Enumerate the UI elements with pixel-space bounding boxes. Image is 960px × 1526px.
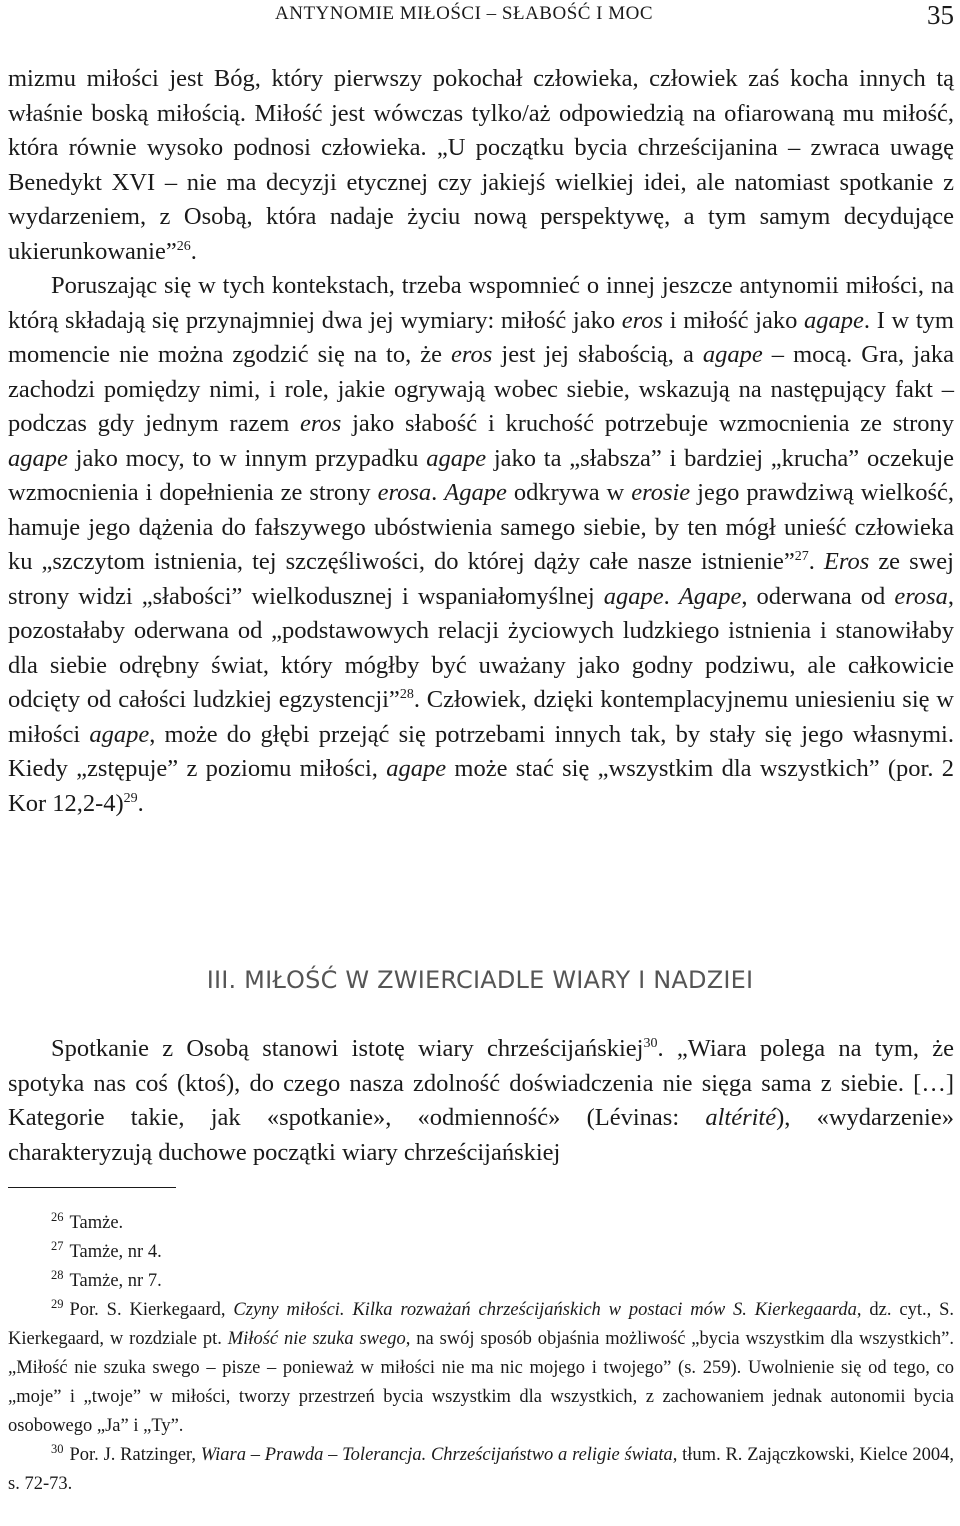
text-run: jako ta „słabsza” i bardziej „krucha” oczekuje wzmocnienia i dopełnienia ze strony bbox=[8, 444, 954, 506]
text-run: odkrywa w bbox=[506, 479, 632, 506]
text-run: , pozostałaby oderwana od „podstawowych relacji życiowych ludzkiego istnienia i stanowiłaby dla siebie odrębny świat, który mógłby być uważany jako godny podziwu, ale całkowicie odcięty od całości ludzkiej egzystencji” bbox=[8, 582, 955, 713]
footnote-text: Por. J. Ratzinger, bbox=[69, 1445, 201, 1465]
footnote-27 bbox=[8, 1238, 954, 1267]
footnote-ref-29: 29 bbox=[123, 790, 138, 806]
footnote-text: Por. S. Kierkegaard, bbox=[69, 1300, 234, 1320]
term-erosa: erosa bbox=[894, 582, 948, 610]
footnote-text: Tamże. bbox=[69, 1213, 124, 1233]
term-eros: Eros bbox=[823, 548, 870, 575]
footnote-28 bbox=[8, 1267, 954, 1296]
footnote-number: 27 bbox=[51, 1239, 64, 1253]
term-agape: agape bbox=[8, 444, 68, 472]
footnote-title: Czyny miłości. Kilka rozważań chrześcijańskich w postaci mów S. Kierkegaarda bbox=[233, 1300, 857, 1320]
term-agape: Agape bbox=[444, 479, 507, 506]
text-run: jest jej słabością, a bbox=[492, 341, 703, 368]
text-run: i miłość jako bbox=[663, 306, 805, 334]
term-agape: agape bbox=[386, 755, 447, 782]
term-erosie: erosie bbox=[631, 479, 691, 506]
term-agape: agape bbox=[89, 720, 150, 748]
term-agape: agape bbox=[426, 444, 487, 472]
text-run: . bbox=[663, 582, 679, 610]
text-run: . bbox=[190, 237, 197, 265]
text-run: . Człowiek, dzięki kontemplacyjnemu uniesieniu się w miłości bbox=[8, 686, 954, 748]
term-agape: agape bbox=[603, 582, 664, 610]
term-eros: eros bbox=[621, 306, 664, 334]
text-run: , oderwana od bbox=[741, 582, 895, 610]
text-run: Poruszając się w tych kontekstach, trzeba wspomnieć o innej jeszcze antynomii miłości, na którą składają się przynajmniej dwa jej wymiary: miłość jako bbox=[8, 272, 954, 334]
footnote-text: , tłum. R. Zajączkowski, Kielce 2004, s. 72-73. bbox=[8, 1445, 954, 1494]
section-heading: III. MIŁOŚĆ W ZWIERCIADLE WIARY I NADZIEI bbox=[206, 966, 754, 994]
footnote-ref-26: 26 bbox=[176, 238, 191, 254]
text-run: ), «wydarzenie» charakteryzują duchowe początki wiary chrześcijańskiej bbox=[8, 1104, 954, 1166]
footnote-number: 30 bbox=[51, 1442, 64, 1456]
footnote-title: Miłość nie szuka swego bbox=[227, 1329, 406, 1349]
text-run: . „Wiara polega na tym, że spotyka nas coś (ktoś), do czego nasza zdolność doświadczenia nie sięga sama z siebie. […] Kategorie takie, jak «spotkanie», «odmienność» (Lévinas: bbox=[8, 1035, 954, 1131]
text-run: mizmu miłości jest Bóg, który pierwszy pokochał człowieka, człowiek zaś kocha innych tą właśnie boską miłością. Miłość jest wówczas tylko/aż odpowiedzią na ofiarowaną mu miłość, która równie wysoko podnosi człowieka. „U początku bycia chrześcijanina – zwraca uwagę Benedykt XVI – nie ma decyzji etycznej czy jakiejś wielkiej idei, ale natomiast spotkanie z wydarzeniem, z Osobą, która nadaje życiu nową perspektywę, a tym samym decydujące ukierunkowanie” bbox=[8, 65, 954, 265]
term-eros: eros bbox=[451, 341, 493, 368]
paragraph-continuation bbox=[8, 62, 954, 269]
footnote-text: Tamże, nr 7. bbox=[69, 1271, 162, 1291]
footnote-29 bbox=[8, 1296, 954, 1441]
main-text bbox=[8, 62, 954, 821]
footnote-ref-28: 28 bbox=[399, 687, 414, 702]
text-run: ze swej strony widzi „słabości” wielkodusznej i wspaniałomyślnej bbox=[8, 548, 954, 610]
footnote-ref-27: 27 bbox=[794, 549, 809, 564]
footnote-separator bbox=[8, 1187, 176, 1188]
footnote-number: 29 bbox=[51, 1297, 64, 1311]
text-run: – mocą. Gra, jaka zachodzi pomiędzy nimi, i role, jakie ogrywają wobec siebie, wskazują na następujący fakt – podczas gdy jednym razem bbox=[8, 341, 954, 437]
footnote-text: , dz. cyt., S. Kierkegaard, w rozdziale pt. bbox=[8, 1300, 955, 1349]
footnote-26 bbox=[8, 1209, 954, 1238]
footnote-text: Tamże, nr 4. bbox=[69, 1242, 162, 1262]
footnote-text: , na swój sposób objaśnia możliwość „bycia wszystkim dla wszystkich”. „Miłość nie szuka swego – pisze – ponieważ w miłości nie ma nic mojego i twojego” (s. 259). Uwolnienie się od tego, co „moje” i „twoje” w miłości, tworzy przestrzeń bycia wszystkim dla wszystkich, z zachowaniem jednak autonomii bycia osobowego „Ja” i „Ty”. bbox=[8, 1329, 955, 1436]
paragraph-eros-agape bbox=[8, 269, 954, 821]
page-number: 35 bbox=[927, 0, 954, 30]
term-alterite: altérité bbox=[705, 1104, 777, 1131]
footnote-ref-30: 30 bbox=[643, 1036, 658, 1051]
footnote-30 bbox=[8, 1441, 954, 1499]
term-erosa: erosa bbox=[377, 479, 432, 506]
footnotes bbox=[8, 1209, 954, 1499]
term-agape: agape bbox=[804, 306, 864, 334]
text-run: , może do głębi przejąć się potrzebami innych tak, by stały się jego własnymi. Kiedy „zstępuje” z poziomu miłości, bbox=[8, 720, 954, 782]
text-run: . bbox=[137, 789, 144, 817]
text-run: . bbox=[431, 479, 445, 506]
running-header: ANTYNOMIE MIŁOŚCI – SŁABOŚĆ I MOC bbox=[275, 3, 654, 24]
text-run: . I w tym momencie nie można zgodzić się na to, że bbox=[8, 306, 954, 368]
text-run: . bbox=[808, 548, 824, 575]
section-paragraph bbox=[8, 1032, 954, 1170]
text-run: jako słabość i kruchość potrzebuje wzmocnienia ze strony bbox=[341, 410, 955, 437]
term-eros: eros bbox=[300, 410, 342, 437]
term-agape: Agape bbox=[678, 582, 742, 610]
footnote-number: 26 bbox=[51, 1210, 64, 1224]
text-run: jako mocy, to w innym przypadku bbox=[67, 444, 427, 472]
text-run: może stać się „wszystkim dla wszystkich” (por. 2 Kor 12,2-4) bbox=[8, 755, 954, 817]
term-agape: agape bbox=[702, 341, 763, 368]
text-run: Spotkanie z Osobą stanowi istotę wiary chrześcijańskiej bbox=[51, 1035, 644, 1062]
text-run: jego prawdziwą wielkość, hamuje jego dążenia do fałszywego ubóstwienia samego siebie, by ten mógł unieść człowieka ku „szczytom istnienia, tej szczęśliwości, do której dąży całe nasze istnienie” bbox=[8, 479, 954, 575]
footnote-title: Wiara – Prawda – Tolerancja. Chrześcijaństwo a religie świata bbox=[200, 1445, 673, 1465]
footnote-number: 28 bbox=[51, 1268, 64, 1282]
